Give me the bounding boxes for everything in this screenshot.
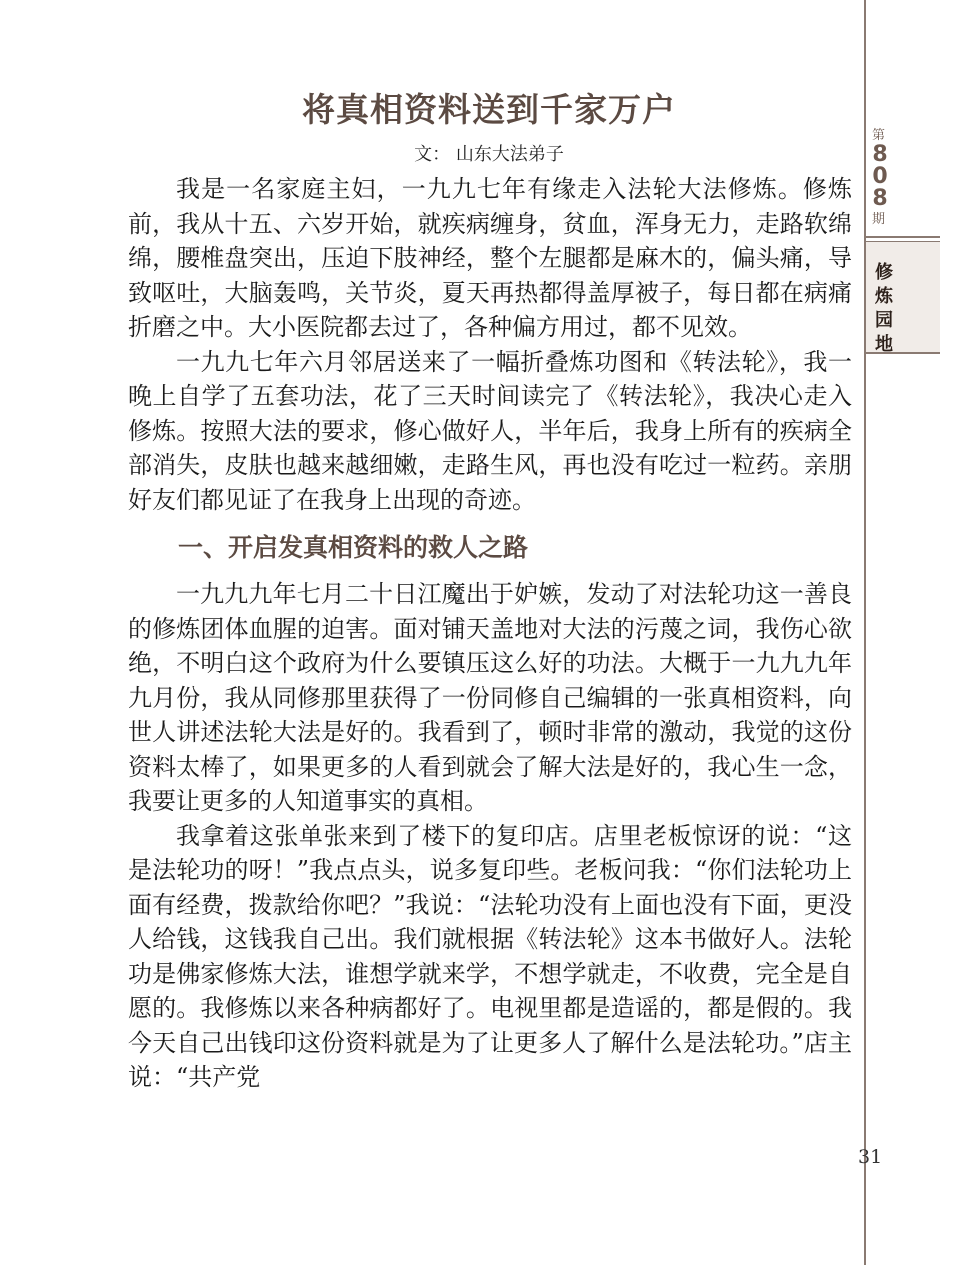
issue-prefix: 第: [872, 128, 886, 143]
paragraph: 一九九九年七月二十日江魔出于妒嫉，发动了对法轮功这一善良的修炼团体血腥的迫害。面对铺天盖地对大法的污蔑之词，我伤心欲绝，不明白这个政府为什么要镇压这么好的功法。大概于一九九九年九月份，我从同修那里获得了一份同修自己编辑的一张真相资料，向世人讲述法轮大法是好的。我看到了，顿时非常的激动，我觉的这份资料太棒了，如果更多的人看到就会了解大法是好的，我心生一念，我要让更多的人知道事实的真相。: [128, 580, 852, 815]
issue-rule-top: [866, 236, 940, 238]
paragraph: 我拿着这张单张来到了楼下的复印店。店里老板惊讶的说：“这是法轮功的呀！”我点点头，说多复印些。老板问我：“你们法轮功上面有经费，拨款给你吧？”我说：“法轮功没有上面也没有下面，更没人给钱，这钱我自己出。我们就根据《转法轮》这本书做好人。法轮功是佛家修炼大法，谁想学就来学，不想学就走，不收费，完全是自愿的。我修炼以来各种病都好了。电视里都是造谣的，都是假的。我今天自己出钱印这份资料就是为了让更多人了解什么是法轮功。”店主说：“共产党: [128, 821, 852, 1091]
issue-digit-3: 8: [872, 186, 888, 211]
paragraph: 我是一名家庭主妇，一九九七年有缘走入法轮大法修炼。修炼前，我从十五、六岁开始，就疾病缠身，贫血，浑身无力，走路软绵绵，腰椎盘突出，压迫下肢神经，整个左腿都是麻木的，偏头痛，导致呕吐，大脑轰鸣，关节炎，夏天再热都得盖厚被子，每日都在病痛折磨之中。大小医院都去过了，各种偏方用过，都不见效。: [128, 175, 852, 341]
column-tab-char: 地: [875, 334, 893, 355]
issue-suffix: 期: [872, 212, 886, 227]
column-tab-char: 修: [875, 262, 893, 283]
page-number: 31: [858, 1146, 883, 1168]
column-tab-char: 园: [875, 310, 893, 331]
article-title: 将真相资料送到千家万户: [302, 90, 676, 129]
issue-label: [866, 118, 940, 238]
issue-digit-2: 0: [872, 164, 888, 189]
section-heading: 一、开启发真相资料的救人之路: [178, 533, 529, 562]
column-tab: [866, 242, 940, 354]
column-tab-char: 炼: [875, 286, 893, 307]
issue-digit-1: 8: [872, 142, 888, 167]
paragraph: 一九九七年六月邻居送来了一幅折叠炼功图和《转法轮》，我一晚上自学了五套功法，花了三天时间读完了《转法轮》，我决心走入修炼。按照大法的要求，修心做好人，半年后，我身上所有的疾病全部消失，皮肤也越来越细嫩，走路生风，再也没有吃过一粒药。亲朋好友们都见证了在我身上出现的奇迹。: [128, 347, 852, 514]
article-author: 文： 山东大法弟子: [414, 144, 564, 165]
article-body: [128, 172, 852, 1095]
